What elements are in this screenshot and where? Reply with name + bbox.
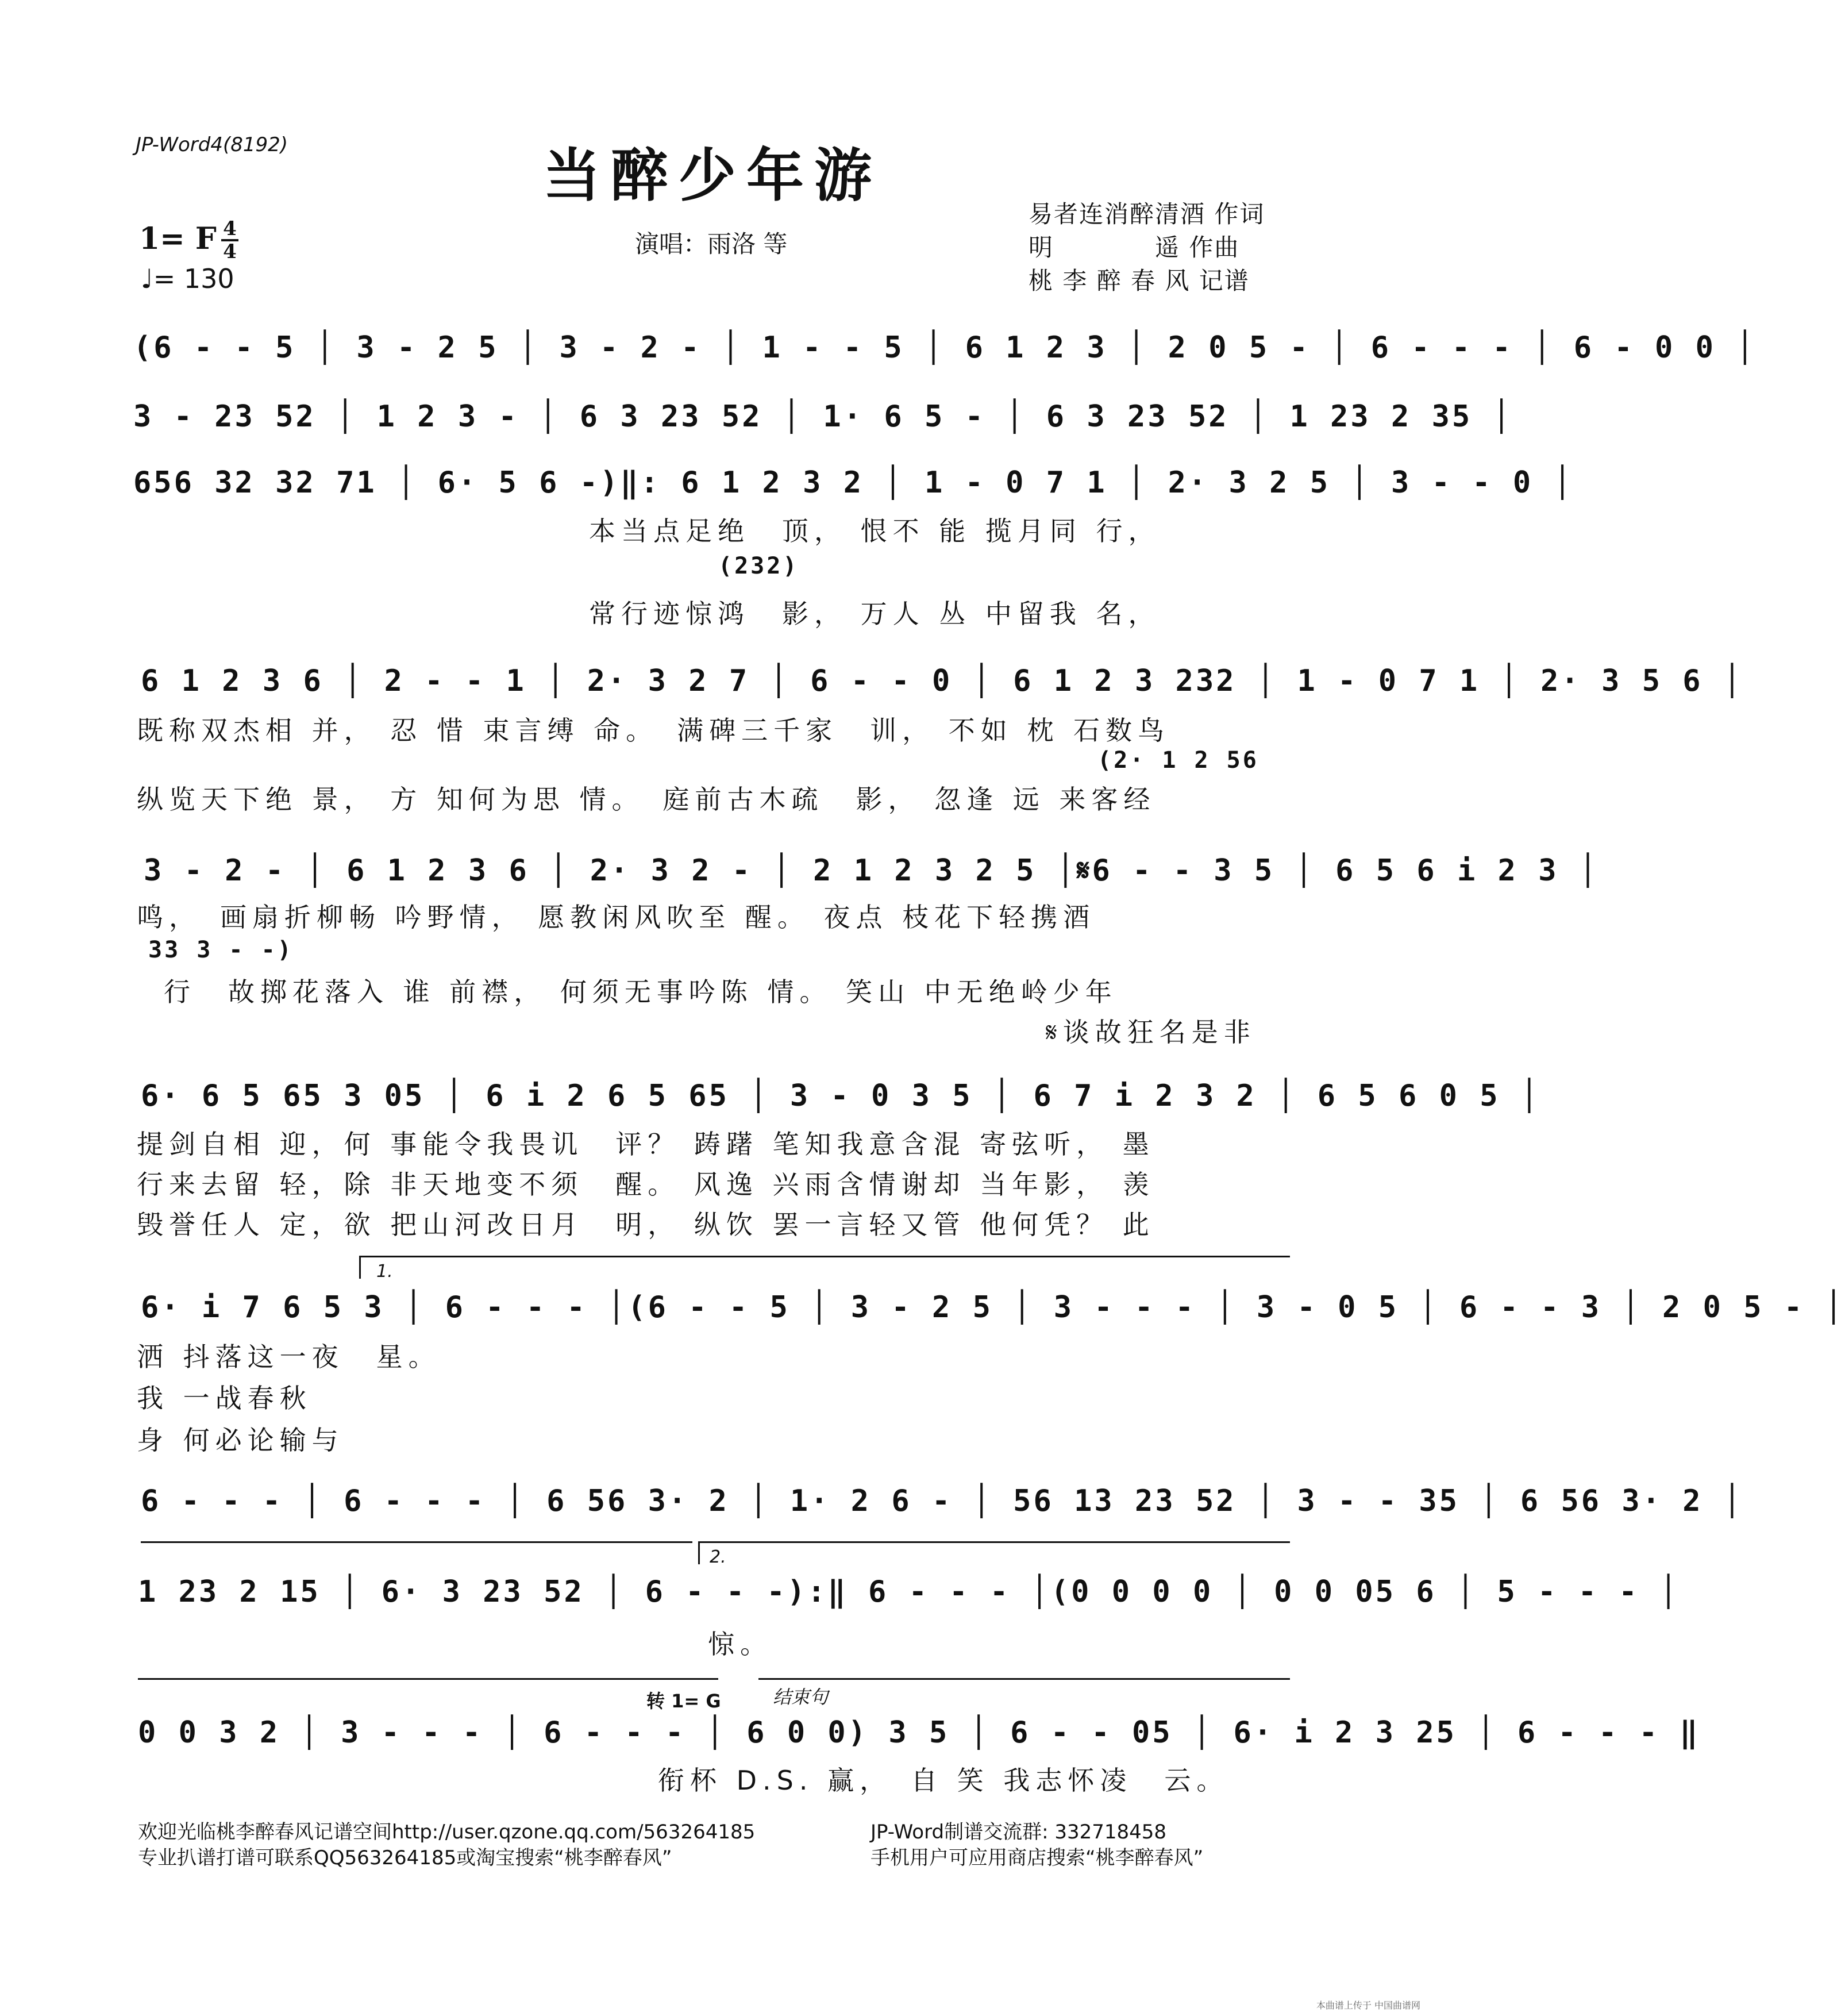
system-3-notes: 656 32 32 71 │ 6· 5 6 -)‖: 6 1 2 3 2 │ 1 - 0 7 1 │ 2· 3 2 5 │ 3 - - 0 │ (133, 465, 1574, 500)
system-2-notes: 3 - 23 52 │ 1 2 3 - │ 6 3 23 52 │ 1· 6 5 - │ 6 3 23 52 │ 1 23 2 35 │ (133, 399, 1513, 434)
song-title: 当醉少年游 (543, 141, 882, 209)
lyricist-credit: 易者连消醉清酒 作词 (1029, 200, 1265, 228)
volta-1-label: 1. (376, 1261, 393, 1282)
system-4-lyrics-verse-1: 既称双杰相 并， 忍 惜 束言缚 命。 满碑三千家 训， 不如 枕 石数鸟 (137, 715, 1170, 746)
time-signature (221, 218, 238, 262)
system-8-notes: 6 - - - │ 6 - - - │ 6 56 3· 2 │ 1· 2 6 - │ 56 13 23 52 │ 3 - - 35 │ 6 56 3· 2 │ (141, 1484, 1744, 1518)
system-10-lyrics: 衔杯 D.S. 赢， 自 笑 我志怀凌 云。 (658, 1765, 1229, 1796)
singer-credit: 演唱：雨洛 等 (635, 230, 788, 258)
generator-label: JP-Word4(8192) (136, 133, 288, 156)
system-1-notes: (6 - - 5 │ 3 - 2 5 │ 3 - 2 - │ 1 - - 5 │ 6 1 2 3 │ 2 0 5 - │ 6 - - - │ 6 - 0 0 │ (133, 330, 1757, 365)
coda-label: 结束句 (773, 1686, 829, 1708)
system-6-lyrics-verse-1: 提剑自相 迎，何 事能令我畏讥 评？ 踌躇 笔知我意含混 寄弦听， 墨 (137, 1129, 1155, 1160)
system-9-lyrics: 惊。 (708, 1629, 772, 1660)
system-7-notes: 6· i 7 6 5 3 │ 6 - - - │(6 - - 5 │ 3 - 2 5 │ 3 - - - │ 3 - 0 5 │ 6 - - 3 │ 2 0 5 - │ (141, 1290, 1845, 1325)
volta-2-bracket-edge (698, 1541, 700, 1564)
footer-right-line-1: JP-Word制谱交流群: 332718458 (870, 1821, 1167, 1844)
time-signature-bottom: 4 (223, 240, 237, 263)
pre-coda-bracket (138, 1678, 718, 1680)
system-4-notes: 6 1 2 3 6 │ 2 - - 1 │ 2· 3 2 7 │ 6 - - 0 │ 6 1 2 3 232 │ 1 - 0 7 1 │ 2· 3 5 6 │ (141, 664, 1744, 698)
system-9-notes: 1 23 2 15 │ 6· 3 23 52 │ 6 - - -):‖ 6 - - - │(0 0 0 0 │ 0 0 05 6 │ 5 - - - │ (138, 1575, 1680, 1609)
system-7-lyrics-verse-1: 洒 抖落这一夜 星。 (137, 1341, 441, 1372)
volta-2-label: 2. (710, 1547, 726, 1567)
system-7-lyrics-verse-3: 身 何必论输与 (137, 1425, 344, 1456)
system-5-lyrics-verse-1: 鸣， 画扇折柳畅 吟野情， 愿教闲风吹至 醒。 夜点 枝花下轻携酒 (137, 902, 1096, 933)
volta-end-bracket (141, 1541, 692, 1543)
system-6-lyrics-verse-3: 毁誉任人 定，欲 把山河改日月 明， 纵饮 罢一言轻又管 他何凭？ 此 (137, 1209, 1155, 1240)
watermark: 本曲谱上传于 中国曲谱网 (1316, 2000, 1420, 2011)
key-signature: 1= F (139, 221, 217, 256)
volta-1-bracket-edge (359, 1256, 361, 1279)
system-6-notes: 6· 6 5 65 3 05 │ 6 i 2 6 5 65 │ 3 - 0 3 5 │ 6 7 i 2 3 2 │ 6 5 6 0 5 │ (141, 1079, 1541, 1113)
system-3-lyrics-verse-1: 本当点足绝 顶， 恨不 能 揽月同 行， (589, 515, 1161, 547)
system-10-notes: 0 0 3 2 │ 3 - - - │ 6 - - - │ 6 0 0) 3 5 │ 6 - - 05 │ 6· i 2 3 25 │ 6 - - - ‖ (138, 1715, 1700, 1750)
transcriber-credit: 桃 李 醉 春 风 记谱 (1029, 267, 1250, 295)
footer-left-line-2: 专业扒谱打谱可联系QQ563264185或淘宝搜索“桃李醉春风” (138, 1846, 672, 1869)
coda-bracket (758, 1678, 1290, 1680)
system-5-lyrics-verse-2: 行 故掷花落入 谁 前襟， 何须无事吟陈 情。 笑山 中无绝岭少年 (164, 976, 1118, 1007)
footer-left-line-1: 欢迎光临桃李醉春风记谱空间http://user.qzone.qq.com/563264185 (138, 1821, 756, 1844)
composer-credit: 明 遥 作曲 (1029, 233, 1240, 261)
time-signature-top: 4 (223, 217, 237, 240)
volta-1-bracket (359, 1256, 1290, 1257)
tempo-marking: ♩= 130 (141, 263, 234, 294)
system-4-bracket-notes: (2· 1 2 56 (1097, 747, 1259, 774)
system-5-notes: 3 - 2 - │ 6 1 2 3 6 │ 2· 3 2 - │ 2 1 2 3 2 5 │𝄋6 - - 3 5 │ 6 5 6 i 2 3 │ (144, 853, 1600, 888)
footer-right-line-2: 手机用户可应用商店搜索“桃李醉春风” (870, 1846, 1204, 1869)
system-5-bracket-notes: 33 3 - -) (148, 937, 294, 963)
system-7-lyrics-verse-2: 我 一战春秋 (137, 1383, 312, 1414)
system-4-lyrics-verse-2: 纵览天下绝 景， 方 知何为思 情。 庭前古木疏 影， 忽逢 远 来客经 (137, 784, 1156, 815)
system-6-lyrics-verse-2: 行来去留 轻，除 非天地变不须 醒。 风逸 兴雨含情谢却 当年影， 羡 (137, 1169, 1155, 1200)
volta-2-bracket (698, 1541, 1290, 1543)
system-5-segno-lyrics: 𝄋谈故狂名是非 (1046, 1017, 1256, 1048)
system-3-lyrics-verse-2: 常行迹惊鸿 影， 万人 丛 中留我 名， (589, 598, 1161, 629)
key-change-marking: 转 1= G (646, 1690, 721, 1712)
system-3-grace-notes: (232) (718, 553, 799, 579)
